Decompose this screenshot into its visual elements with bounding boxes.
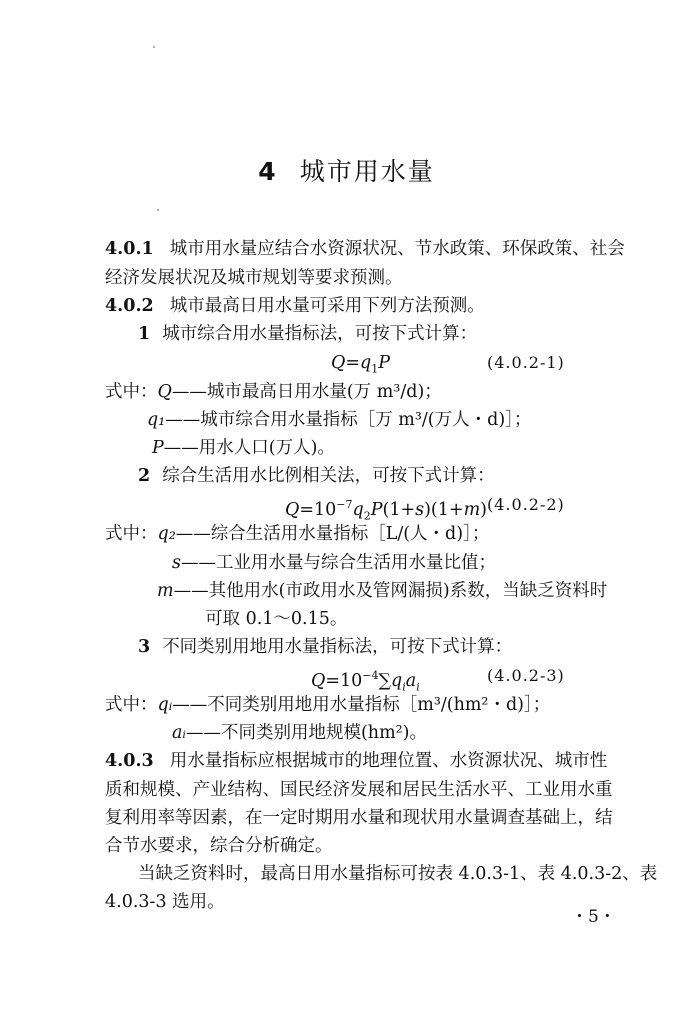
term-symbol: m	[157, 581, 174, 601]
clause-4-0-3-line: 复利用率等因素，在一定时期用水量和现状用水量调查基础上，结	[105, 808, 613, 828]
term-definition: ——其他用水(市政用水及管网漏损)系数，当缺乏资料时	[173, 581, 608, 601]
equation-number: (4.0.2-3)	[487, 666, 565, 685]
page-number: ・5・	[571, 907, 616, 927]
term-p	[152, 436, 335, 460]
term-symbol: q₂	[157, 524, 176, 544]
formula-4-0-2-3: $Q=10^{-4}\sum q_ia_i$	[311, 669, 420, 694]
formula-4-0-2-1: $Q=q_1P$	[331, 353, 391, 376]
where-label: 式中：Q——城市最高日用水量(万 m³/d)；	[105, 382, 442, 402]
clause-4-0-3-line: 质和规模、产业结构、国民经济发展和居民生活水平、工业用水重	[105, 780, 613, 800]
clause-4-0-3	[105, 749, 607, 773]
term-definition: ——城市综合用水量指标［万 m³/(万人・d)］；	[165, 410, 532, 430]
clause-text: 用水量指标应根据城市的地理位置、水资源状况、城市性	[169, 751, 608, 771]
chapter-title	[0, 152, 693, 188]
method-3-heading	[138, 635, 512, 659]
clause-4-0-1	[105, 237, 625, 261]
scan-speck	[153, 46, 155, 48]
method-1-heading	[138, 322, 477, 346]
method-2-heading	[138, 464, 495, 488]
method-text: 不同类别用地用水量指标法，可按下式计算：	[162, 637, 513, 657]
term-ai	[172, 721, 427, 745]
term-symbol: aᵢ	[172, 723, 186, 743]
method-index: 1	[138, 324, 151, 344]
term-symbol: q₁	[147, 410, 166, 430]
clause-number: 4.0.2	[105, 296, 154, 316]
method-text: 城市综合用水量指标法，可按下式计算：	[162, 324, 478, 344]
clause-4-0-1-cont: 经济发展状况及城市规划等要求预测。	[105, 268, 403, 288]
formula-4-0-2-2: $Q=10^{-7}q_2P(1+s)(1+m)$	[285, 498, 487, 523]
chapter-title-text: 城市用水量	[299, 157, 435, 186]
term-symbol: qᵢ	[157, 695, 173, 715]
clause-text: 城市最高日用水量可采用下列方法预测。	[169, 296, 485, 316]
where-label: 式中：qᵢ——不同类别用地用水量指标［m³/(hm²・d)］；	[105, 695, 551, 715]
equation-number: (4.0.2-1)	[487, 353, 565, 372]
term-definition: ——工业用水量与综合生活用水量比值；	[180, 553, 496, 573]
term-symbol: P	[152, 438, 164, 458]
term-s	[172, 551, 496, 575]
term-definition: ——用水人口(万人)。	[163, 438, 335, 458]
equation-number: (4.0.2-2)	[487, 495, 565, 514]
clause-4-0-3-line: 合节水要求，综合分析确定。	[105, 836, 333, 856]
clause-4-0-3-paragraph: 当缺乏资料时，最高日用水量指标可按表 4.0.3-1、表 4.0.3-2、表	[138, 864, 658, 884]
method-index: 2	[138, 466, 151, 486]
clause-4-0-3-line: 4.0.3-3 选用。	[105, 892, 225, 912]
method-text: 综合生活用水比例相关法，可按下式计算：	[162, 466, 495, 486]
term-definition: ——综合生活用水量指标［L/(人・d)］；	[175, 524, 490, 544]
where-label: 式中：q₂——综合生活用水量指标［L/(人・d)］；	[105, 524, 490, 544]
chapter-number: 4	[258, 157, 278, 186]
term-q1	[147, 408, 531, 432]
clause-number: 4.0.3	[105, 751, 154, 771]
term-definition: ——不同类别用地规模(hm²)。	[185, 723, 428, 743]
clause-number: 4.0.1	[105, 239, 154, 259]
term-definition: ——城市最高日用水量(万 m³/d)；	[171, 382, 442, 402]
clause-text: 城市用水量应结合水资源状况、节水政策、环保政策、社会	[169, 239, 625, 259]
method-index: 3	[138, 637, 151, 657]
term-symbol: s	[172, 553, 181, 573]
term-definition: ——不同类别用地用水量指标［m³/(hm²・d)］；	[172, 695, 551, 715]
clause-4-0-2	[105, 294, 485, 318]
term-m-continuation: 可取 0.1～0.15。	[205, 609, 348, 629]
scan-speck	[157, 209, 159, 211]
term-symbol: Q	[157, 382, 172, 402]
term-m	[157, 579, 607, 603]
